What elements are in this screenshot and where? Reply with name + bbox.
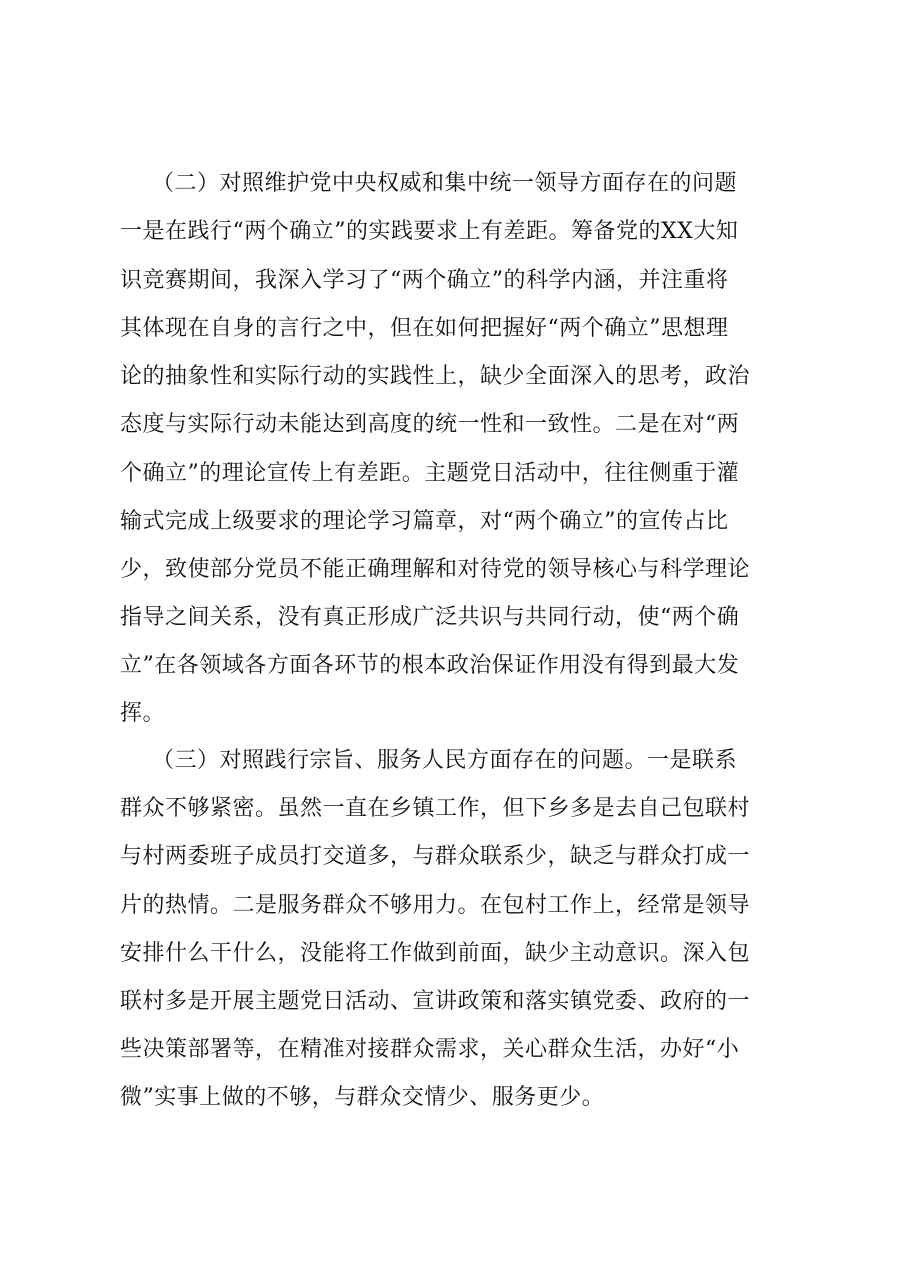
text-line: 态度与实际行动未能达到高度的统一性和一致性。二是在对“两	[120, 412, 740, 437]
text-line: 立”在各领域各方面各环节的根本政治保证作用没有得到最大发	[120, 653, 740, 678]
text-line: 其体现在自身的言行之中，但在如何把握好“两个确立”思想理	[120, 316, 729, 341]
text-line: 一是在践行“两个确立”的实践要求上有差距。筹备党的XX大知	[120, 219, 739, 244]
text-line: 论的抽象性和实际行动的实践性上，缺少全面深入的思考，政治	[120, 364, 751, 389]
text-line: 挥。	[120, 701, 166, 726]
text-line: 联村多是开展主题党日活动、宣讲政策和落实镇党委、政府的一	[120, 989, 751, 1014]
text-line: 指导之间关系，没有真正形成广泛共识与共同行动，使“两个确	[120, 605, 740, 630]
text-line: 微”实事上做的不够，与群众交情少、服务更少。	[120, 1085, 605, 1110]
text-line: 安排什么干什么，没能将工作做到前面，缺少主动意识。深入包	[120, 941, 751, 966]
text-line: 群众不够紧密。虽然一直在乡镇工作，但下乡多是去自己包联村	[120, 796, 751, 821]
text-line: 少，致使部分党员不能正确理解和对待党的领导核心与科学理论	[120, 557, 751, 582]
section-heading-3: （三）对照践行宗旨、服务人民方面存在的问题。一是联系	[152, 748, 738, 773]
text-line: 识竞赛期间，我深入学习了“两个确立”的科学内涵，并注重将	[120, 268, 729, 293]
text-line: 些决策部署等，在精准对接群众需求，关心群众生活，办好“小	[120, 1037, 740, 1062]
text-line: 片的热情。二是服务群众不够用力。在包村工作上，经常是领导	[120, 893, 751, 918]
text-line: 个确立”的理论宣传上有差距。主题党日活动中，往往侧重于灌	[120, 461, 740, 486]
text-line: 与村两委班子成员打交道多，与群众联系少，缺乏与群众打成一	[120, 844, 751, 869]
text-line: 输式完成上级要求的理论学习篇章，对“两个确立”的宣传占比	[120, 509, 729, 534]
section-heading-2: （二）对照维护党中央权威和集中统一领导方面存在的问题	[152, 171, 738, 196]
